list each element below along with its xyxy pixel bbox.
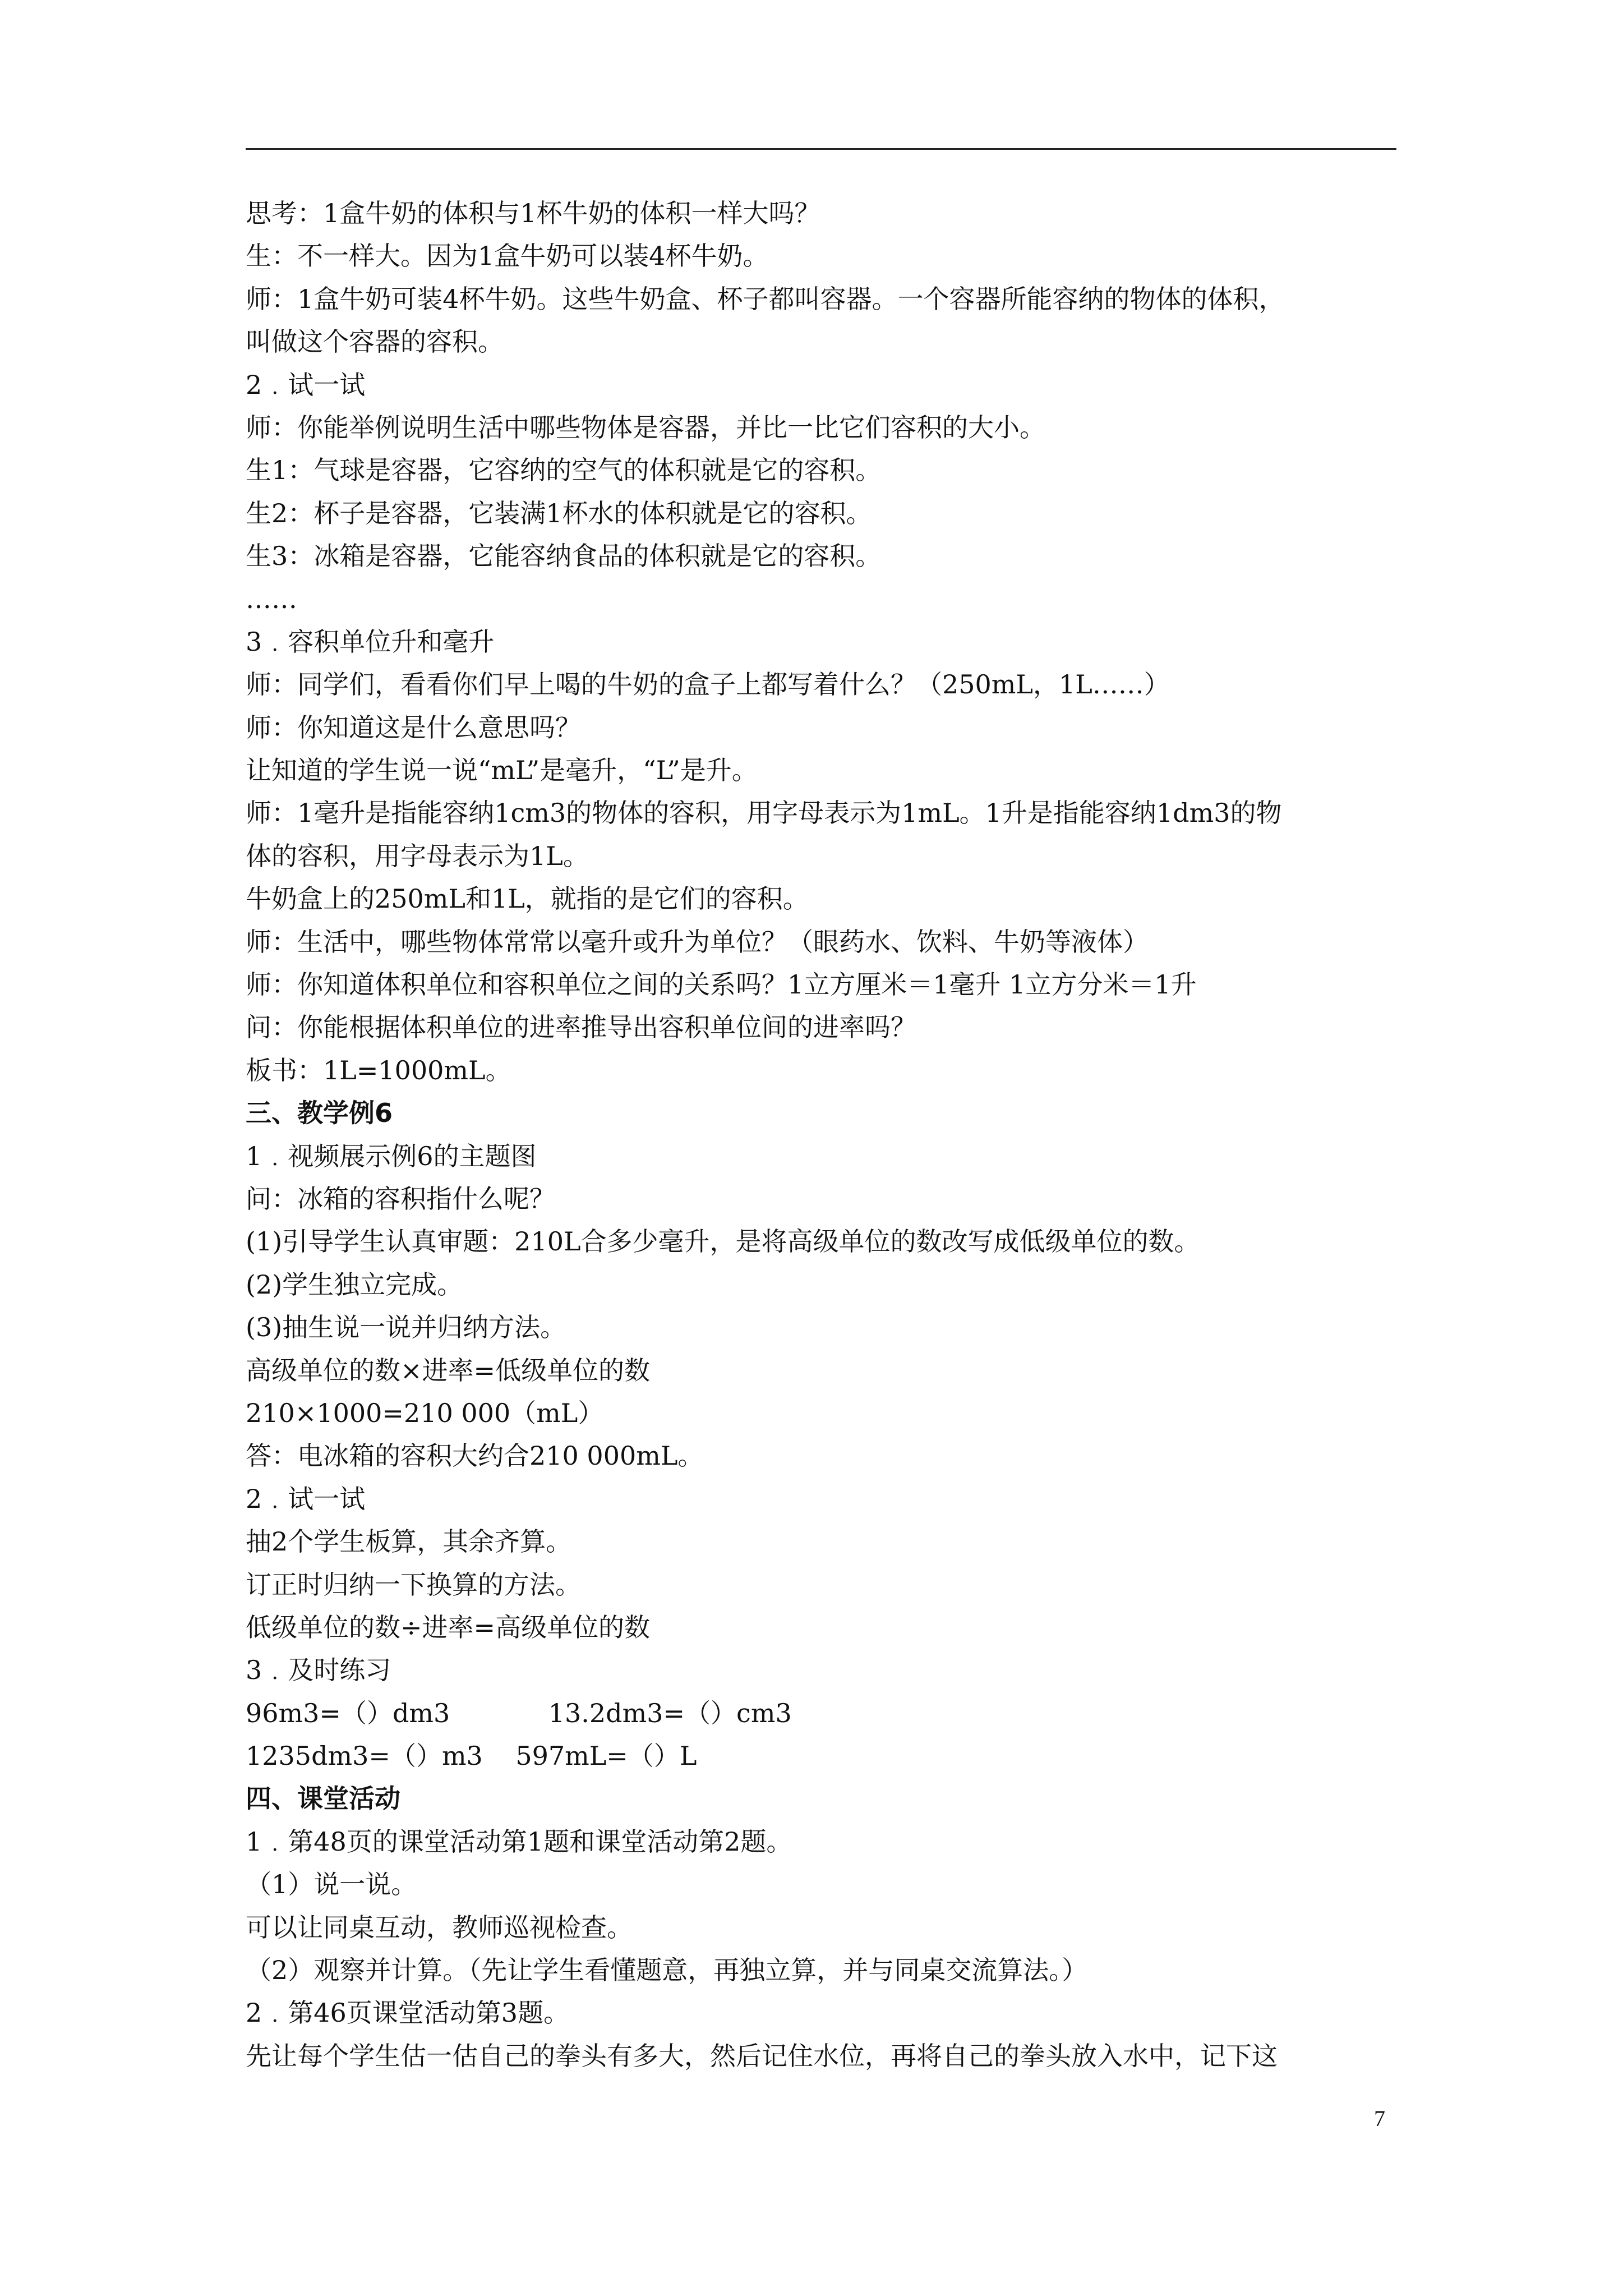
text-line: 师：同学们，看看你们早上喝的牛奶的盒子上都写着什么？（250mL，1L……） bbox=[246, 669, 1170, 700]
text-line: 可以让同桌互动，教师巡视检查。 bbox=[246, 1912, 633, 1943]
text-line: 抽2个学生板算，其余齐算。 bbox=[246, 1526, 572, 1557]
text-line: 生1：气球是容器，它容纳的空气的体积就是它的容积。 bbox=[246, 455, 882, 486]
text-line: 板书：1L=1000mL。 bbox=[246, 1055, 511, 1085]
text-line: 低级单位的数÷进率=高级单位的数 bbox=[246, 1612, 651, 1642]
section-heading: 四、课堂活动 bbox=[246, 1783, 400, 1814]
body-text bbox=[246, 192, 1401, 2077]
text-line: （2）观察并计算。（先让学生看懂题意，再独立算，并与同桌交流算法。） bbox=[246, 1955, 1088, 1986]
text-line: 2﹒试一试 bbox=[246, 1483, 366, 1514]
text-line: 让知道的学生说一说“mL”是毫升，“L”是升。 bbox=[246, 755, 758, 786]
text-line: 师：生活中，哪些物体常常以毫升或升为单位？（眼药水、饮料、牛奶等液体） bbox=[246, 926, 1149, 957]
text-line: 2﹒试一试 bbox=[246, 369, 366, 400]
text-line: 生2：杯子是容器，它装满1杯水的体积就是它的容积。 bbox=[246, 498, 872, 528]
page-number: 7 bbox=[1374, 2106, 1385, 2131]
text-line: 师：1毫升是指能容纳1cm3的物体的容积，用字母表示为1mL。1升是指能容纳1dm3的物 bbox=[246, 798, 1282, 829]
text-line: 师：你知道体积单位和容积单位之间的关系吗？1立方厘米＝1毫升 1立方分米＝1升 bbox=[246, 969, 1197, 1000]
text-line: 生3：冰箱是容器，它能容纳食品的体积就是它的容积。 bbox=[246, 541, 882, 572]
text-line: 问：你能根据体积单位的进率推导出容积单位间的进率吗？ bbox=[246, 1012, 916, 1043]
text-line: 1﹒第48页的课堂活动第1题和课堂活动第2题。 bbox=[246, 1826, 792, 1857]
section-heading: 三、教学例6 bbox=[246, 1098, 393, 1129]
text-line: (2)学生独立完成。 bbox=[246, 1269, 463, 1300]
text-line: 1235dm3=（）m3 597mL=（）L bbox=[246, 1741, 697, 1772]
text-line: 3﹒容积单位升和毫升 bbox=[246, 626, 495, 657]
text-line: (1)引导学生认真审题：210L合多少毫升，是将高级单位的数改写成低级单位的数。 bbox=[246, 1226, 1200, 1257]
text-line: 1﹒视频展示例6的主题图 bbox=[246, 1140, 537, 1171]
text-line: 先让每个学生估一估自己的拳头有多大，然后记住水位，再将自己的拳头放入水中，记下这 bbox=[246, 2040, 1278, 2071]
text-line: 师：你能举例说明生活中哪些物体是容器，并比一比它们容积的大小。 bbox=[246, 412, 1045, 443]
text-line: 师：1盒牛奶可装4杯牛奶。这些牛奶盒、杯子都叫容器。一个容器所能容纳的物体的体积， bbox=[246, 283, 1285, 314]
text-line: 订正时归纳一下换算的方法。 bbox=[246, 1569, 581, 1600]
text-line: 210×1000=210 000（mL） bbox=[246, 1397, 604, 1428]
text-line: 叫做这个容器的容积。 bbox=[246, 326, 504, 357]
text-line: 问：冰箱的容积指什么呢？ bbox=[246, 1183, 555, 1214]
text-line: …… bbox=[246, 583, 297, 614]
text-line: 牛奶盒上的250mL和1L，就指的是它们的容积。 bbox=[246, 884, 809, 914]
text-line: (3)抽生说一说并归纳方法。 bbox=[246, 1312, 566, 1343]
text-line: 2﹒第46页课堂活动第3题。 bbox=[246, 1998, 570, 2028]
text-line: 高级单位的数×进率=低级单位的数 bbox=[246, 1355, 651, 1386]
text-line: 体的容积，用字母表示为1L。 bbox=[246, 840, 589, 871]
text-line: 师：你知道这是什么意思吗？ bbox=[246, 712, 581, 743]
header-rule bbox=[246, 148, 1396, 150]
text-line: 思考：1盒牛奶的体积与1杯牛奶的体积一样大吗？ bbox=[246, 198, 820, 228]
text-line: 3﹒及时练习 bbox=[246, 1655, 391, 1686]
text-line: 答：电冰箱的容积大约合210 000mL。 bbox=[246, 1441, 704, 1471]
text-line: （1）说一说。 bbox=[246, 1869, 417, 1900]
text-line: 96m3=（）dm3 13.2dm3=（）cm3 bbox=[246, 1697, 792, 1728]
text-line: 生：不一样大。因为1盒牛奶可以装4杯牛奶。 bbox=[246, 241, 769, 272]
